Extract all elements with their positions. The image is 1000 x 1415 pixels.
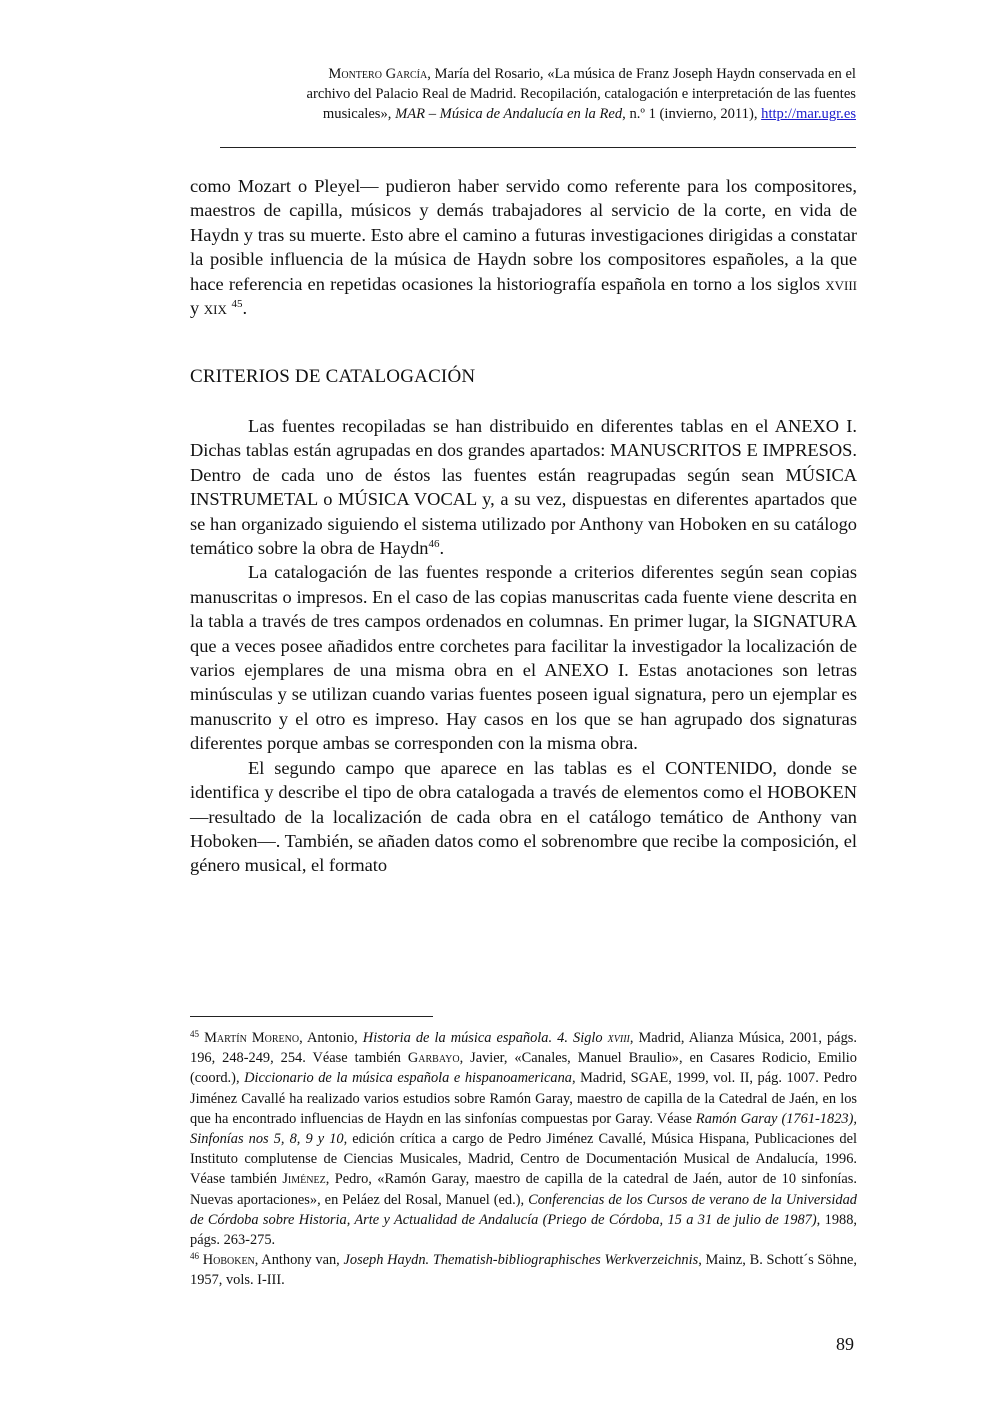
- header-journal: MAR – Música de Andalucía en la Red: [395, 106, 623, 122]
- fn45-title-century: xviii: [607, 1030, 630, 1046]
- section-title: CRITERIOS DE CATALOGACIÓN: [190, 366, 476, 387]
- fn45-t7: , 1988, págs. 263-275.: [190, 1211, 857, 1249]
- fn45-author3: Jiménez: [282, 1171, 326, 1188]
- fn45-title: Historia de la música española. 4. Siglo: [362, 1030, 608, 1046]
- fn45-t4: , Madrid, SGAE, 1999, vol. II, pág. 1007. Pedro Jiménez Cavallé ha realizado varios estudios sobre Ramón Garay, maestro de capilla de la Catedral de Jaén, en los que ha encontrado influencias de Haydn en las sinfonías compuestas por Garay. Véase: [190, 1070, 857, 1127]
- footnote-ref-45[interactable]: 45: [231, 298, 243, 311]
- header-author: Montero García: [328, 66, 428, 82]
- fn45-t5: , edición crítica a cargo de Pedro Jiménez Cavallé, Música Hispana, Publicaciones del Instituto complutense de Ciencias Musicales, Madrid, Centro de Documentación Musical de Andalucía, 1996. Véase también: [190, 1131, 857, 1188]
- century-xix: xix: [203, 298, 227, 319]
- fn46-t2: , Mainz, B. Schott´s Söhne, 1957, vols. I-III.: [190, 1252, 857, 1289]
- header-line2: archivo del Palacio Real de Madrid. Recopilación, catalogación e interpretación de las fuentes: [306, 86, 856, 102]
- footnote-divider: [190, 1016, 433, 1017]
- fn45-t2: , Madrid, Alianza Música, 2001, págs. 196, 248-249, 254. Véase también: [190, 1030, 857, 1067]
- paragraph-1-text: Las fuentes recopiladas se han distribuido en diferentes tablas en el ANEXO I. Dichas tablas están agrupadas en dos grandes apartados: MANUSCRITOS E IMPRESOS. Dentro de cada uno de éstos las fuentes están reagrupadas según sean MÚSICA INSTRUMETAL o MÚSICA VOCAL y, a su vez, dispuestas en diferentes apartados que se han organizado siguiendo el sistema utilizado por Anthony van Hoboken en su catálogo temático sobre la obra de Haydn: [190, 416, 857, 559]
- paragraph-2: La catalogación de las fuentes responde a criterios diferentes según sean copias manuscritas o impresos. En el caso de las copias manuscritas cada fuente viene descrita en la tabla a través de tres campos ordenados en columnas. En primer lugar, la SIGNATURA que a veces posee añadidos entre corchetes para facilitar la investigador la localización de varios ejemplares de una misma obra en el ANEXO I. Estas anotaciones son letras minúsculas y se utilizan cuando varias fuentes poseen igual signatura, pero un ejemplar es manuscrito y el otro es impreso. Hay casos en los que se han agrupado dos signaturas diferentes porque ambas se corresponden con la misma obra.: [190, 562, 857, 754]
- fn45-conference-title: Conferencias de los Cursos de verano de la Universidad de Córdoba sobre Historia, Arte y Actualidad de Andalucía (Priego de Córdoba, 15 a 31 de julio de 1987): [190, 1191, 857, 1228]
- fn45-t1: , Antonio,: [299, 1030, 363, 1046]
- footnote-46-number: 46: [190, 1251, 199, 1262]
- main-text: [190, 414, 857, 878]
- century-xviii: xviii: [825, 273, 857, 294]
- fn45-dictionary-title: Diccionario de la música española e hispanoamericana: [244, 1070, 572, 1087]
- header-line1: , María del Rosario, «La música de Franz Joseph Haydn conservada en el: [427, 66, 856, 82]
- footnote-45: [190, 1028, 857, 1250]
- footnote-ref-46[interactable]: 46: [428, 538, 440, 551]
- page-number: 89: [836, 1334, 854, 1354]
- intro-paragraph: [190, 174, 857, 320]
- header-line3-post: , n.º 1 (invierno, 2011),: [622, 106, 762, 122]
- footnotes: [190, 1028, 857, 1291]
- fn46-t1: , Anthony van,: [254, 1252, 344, 1269]
- fn46-title: Joseph Haydn. Thematish-bibliographisches Werkverzeichnis: [343, 1252, 699, 1269]
- fn45-author2: Garbayo: [407, 1050, 460, 1067]
- running-header: [220, 64, 856, 124]
- paragraph-3: El segundo campo que aparece en las tablas es el CONTENIDO, donde se identifica y describe el tipo de obra catalogada a través de elementos como el HOBOKEN —resultado de la localización de cada obra en el catálogo temático de Anthony van Hoboken—. También, se añaden datos como el sobrenombre que recibe la composición, el género musical, el formato: [190, 757, 857, 876]
- paragraph-1-end: .: [439, 538, 445, 559]
- intro-end: .: [242, 298, 248, 319]
- header-divider: [220, 147, 856, 148]
- fn45-author: Martín Moreno: [204, 1030, 300, 1046]
- fn45-t6: , Pedro, «Ramón Garay, maestro de capilla de la catedral de Jaén, autor de 10 sinfonías. Nuevas aportaciones», en Peláez del Rosal, Manuel (ed.),: [190, 1171, 857, 1208]
- intro-and: y: [190, 298, 204, 319]
- fn45-t3: , Javier, «Canales, Manuel Braulio», en Casares Rodicio, Emilio (coord.),: [190, 1050, 857, 1087]
- intro-text: como Mozart o Pleyel— pudieron haber servido como referente para los compositores, maestros de capilla, músicos y demás trabajadores al servicio de la corte, en vida de Haydn y tras su muerte. Esto abre el camino a futuras investigaciones dirigidas a constatar la posible influencia de la música de Haydn sobre los compositores españoles, a la que hace referencia en repetidas ocasiones la historiografía española en torno a los siglos: [190, 176, 857, 294]
- footnote-45-number: 45: [190, 1029, 199, 1039]
- fn45-garay-title: Ramón Garay (1761-1823), Sinfonías nos 5, 8, 9 y 10: [190, 1110, 857, 1148]
- footnote-46: [190, 1250, 857, 1290]
- header-url-link[interactable]: http://mar.ugr.es: [761, 106, 856, 122]
- paragraph-1: [190, 414, 857, 560]
- fn46-author: Hoboken: [202, 1252, 255, 1269]
- header-line3-pre: musicales»,: [322, 106, 396, 122]
